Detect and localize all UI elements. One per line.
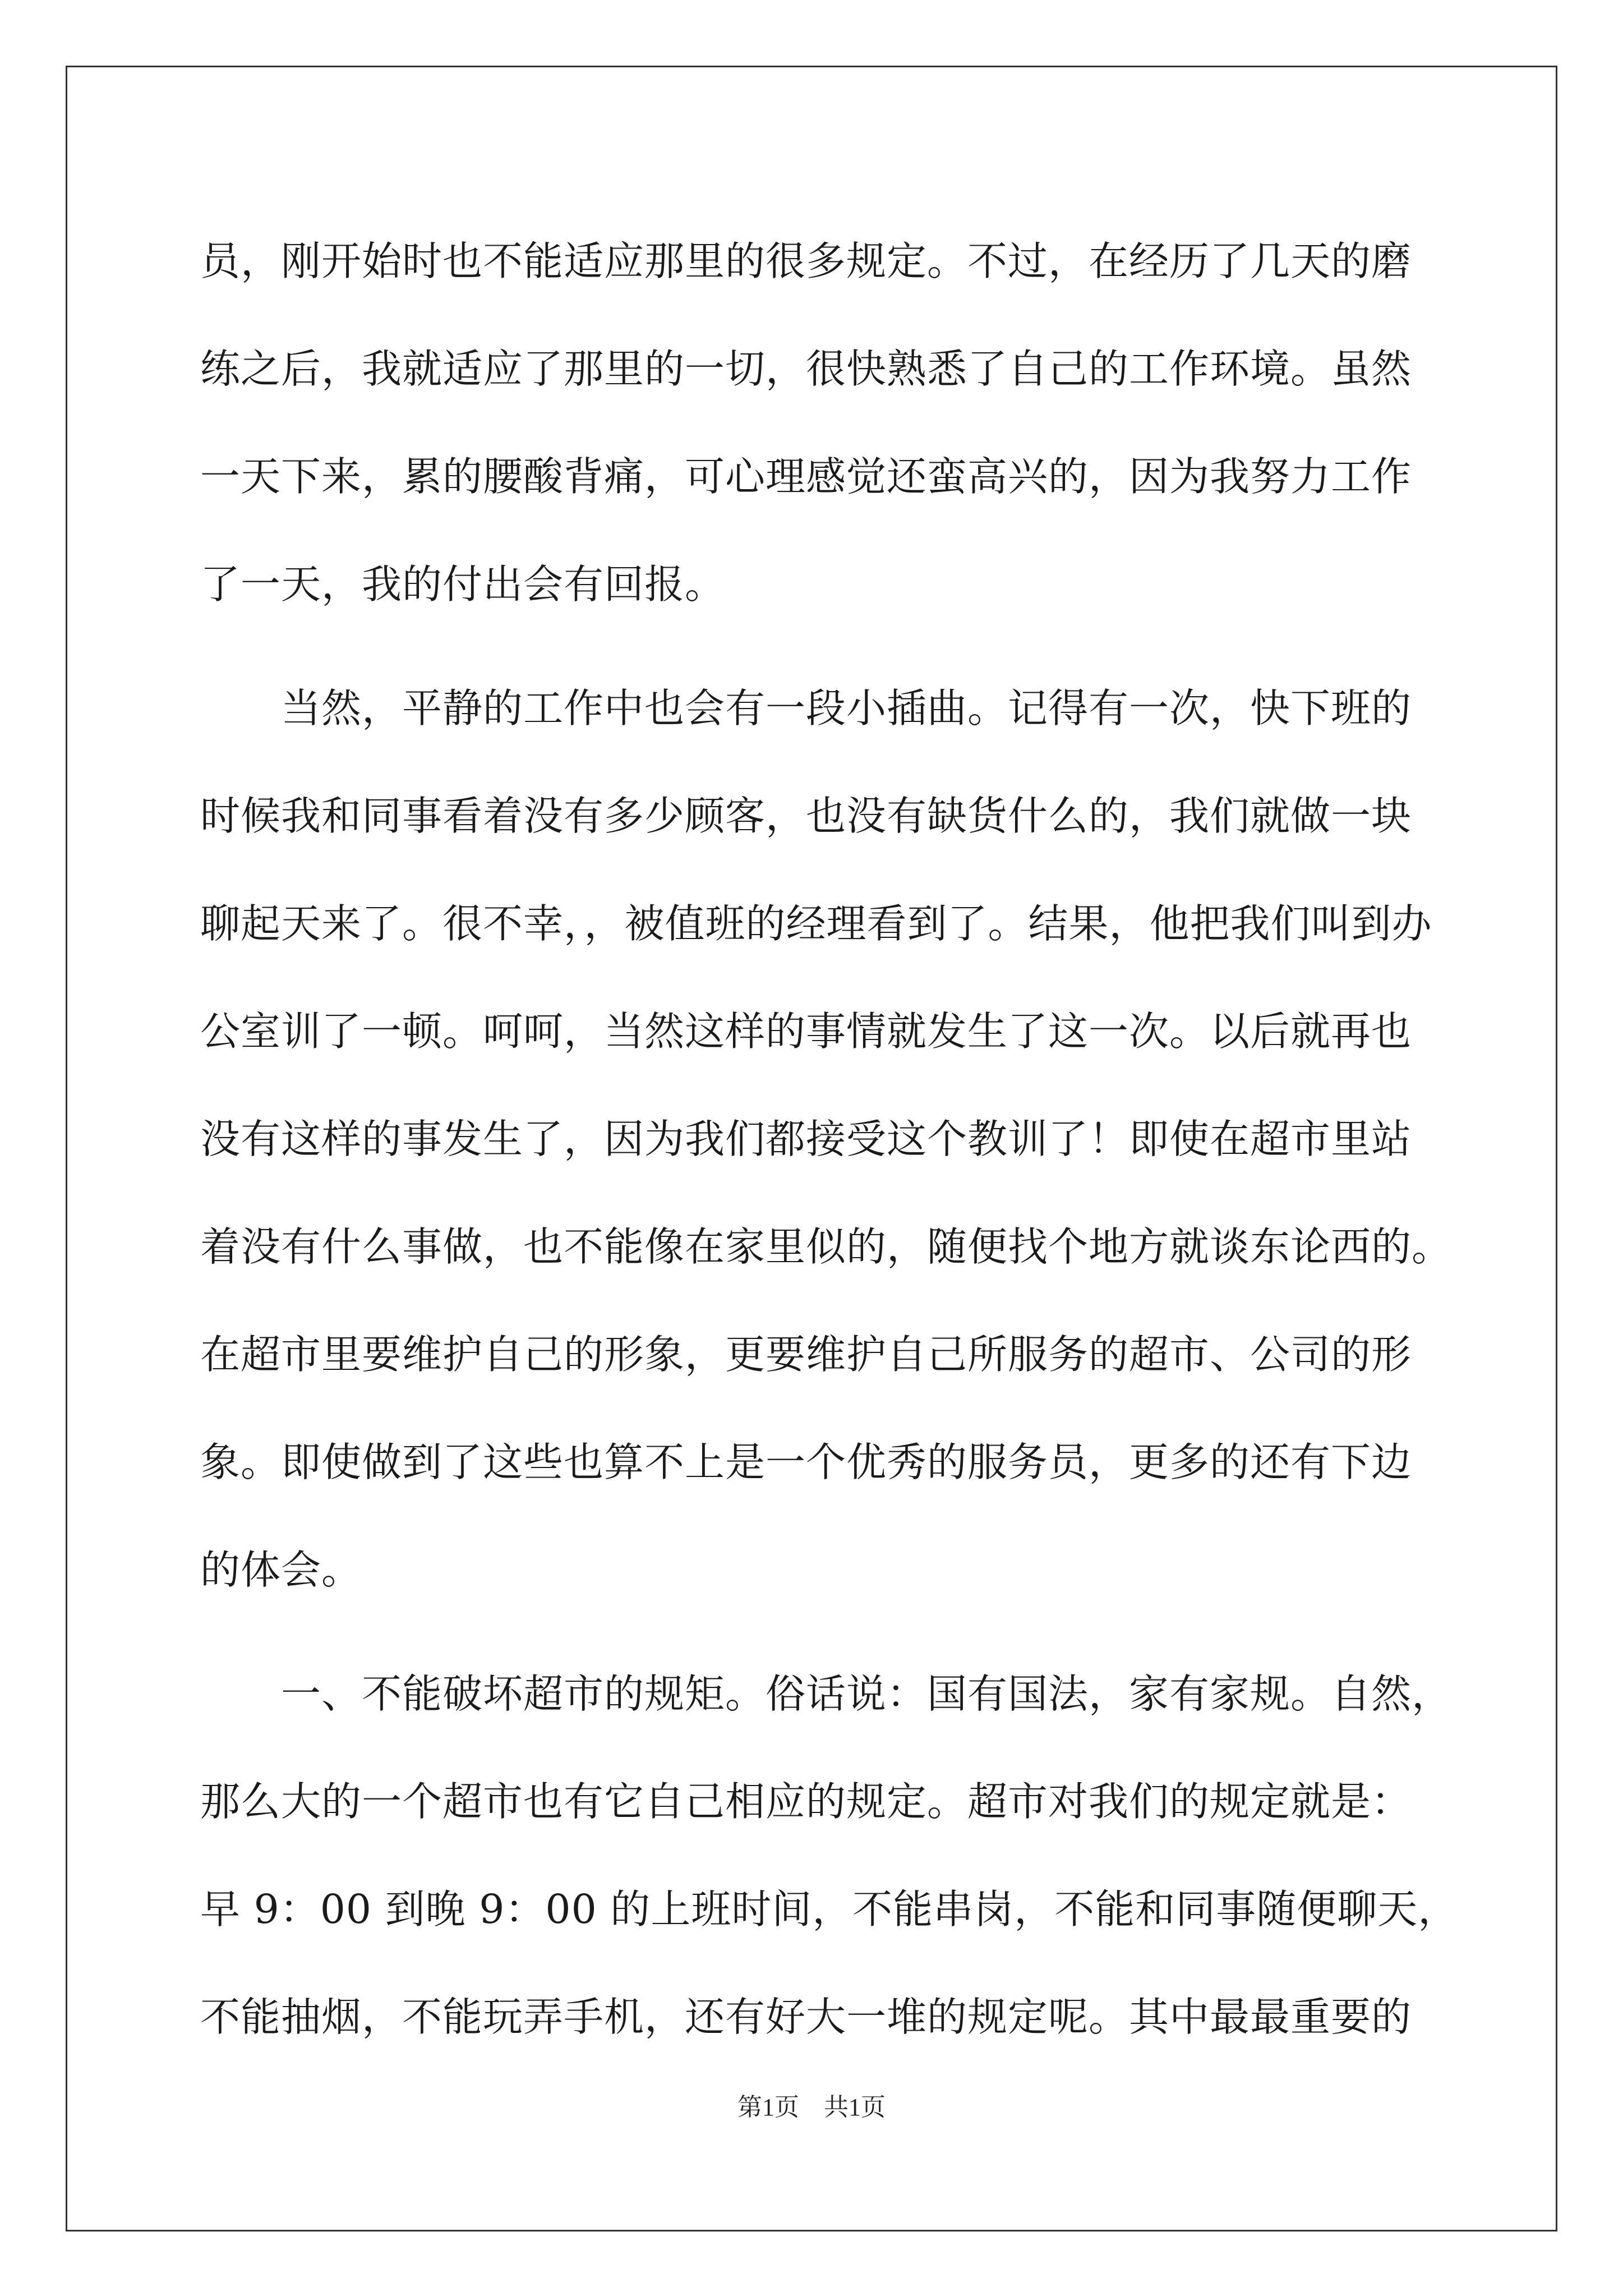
paragraph-1 bbox=[200, 208, 1434, 638]
text-line: 时候我和同事看着没有多少顾客，也没有缺货什么的，我们就做一块 bbox=[200, 793, 1412, 839]
text-line: 在超市里要维护自己的形象，更要维护自己所服务的超市、公司的形 bbox=[200, 1331, 1412, 1378]
text-line: 公室训了一顿。呵呵，当然这样的事情就发生了这一次。以后就再也 bbox=[200, 1008, 1412, 1055]
text-line: 练之后，我就适应了那里的一切，很快熟悉了自己的工作环境。虽然 bbox=[200, 346, 1412, 392]
text-line: 的体会。 bbox=[200, 1547, 362, 1593]
paragraph-gap bbox=[200, 638, 1434, 655]
text-line: 了一天，我的付出会有回报。 bbox=[200, 561, 726, 608]
text-line: 不能抽烟，不能玩弄手机，还有好大一堆的规定呢。其中最最重要的 bbox=[200, 1994, 1412, 2040]
text-line: 当然，平静的工作中也会有一段小插曲。记得有一次，快下班的 bbox=[200, 685, 1412, 731]
text-line: 早 9：00 到晚 9：00 的上班时间，不能串岗，不能和同事随便聊天， bbox=[200, 1886, 1459, 1932]
paragraph-2 bbox=[200, 655, 1453, 1624]
text-line: 员，刚开始时也不能适应那里的很多规定。不过，在经历了几天的磨 bbox=[200, 238, 1412, 284]
text-line: 聊起天来了。很不幸，，被值班的经理看到了。结果，他把我们叫到办 bbox=[200, 900, 1432, 947]
text-line: 象。即使做到了这些也算不上是一个优秀的服务员，更多的还有下边 bbox=[200, 1439, 1412, 1485]
paragraph-3 bbox=[200, 1640, 1459, 2071]
text-line: 一、不能破坏超市的规矩。俗话说：国有国法，家有家规。自然， bbox=[200, 1671, 1453, 1717]
document-body bbox=[200, 208, 1459, 2071]
text-line: 那么大的一个超市也有它自己相应的规定。超市对我们的规定就是： bbox=[200, 1778, 1412, 1825]
paragraph-gap bbox=[200, 1624, 1434, 1640]
text-line: 一天下来，累的腰酸背痛，可心理感觉还蛮高兴的，因为我努力工作 bbox=[200, 453, 1412, 500]
page-number: 第1页 共1页 bbox=[737, 2093, 886, 2121]
text-line: 着没有什么事做，也不能像在家里似的，随便找个地方就谈东论西的。 bbox=[200, 1223, 1453, 1270]
text-line: 没有这样的事发生了，因为我们都接受这个教训了！即使在超市里站 bbox=[200, 1116, 1412, 1162]
